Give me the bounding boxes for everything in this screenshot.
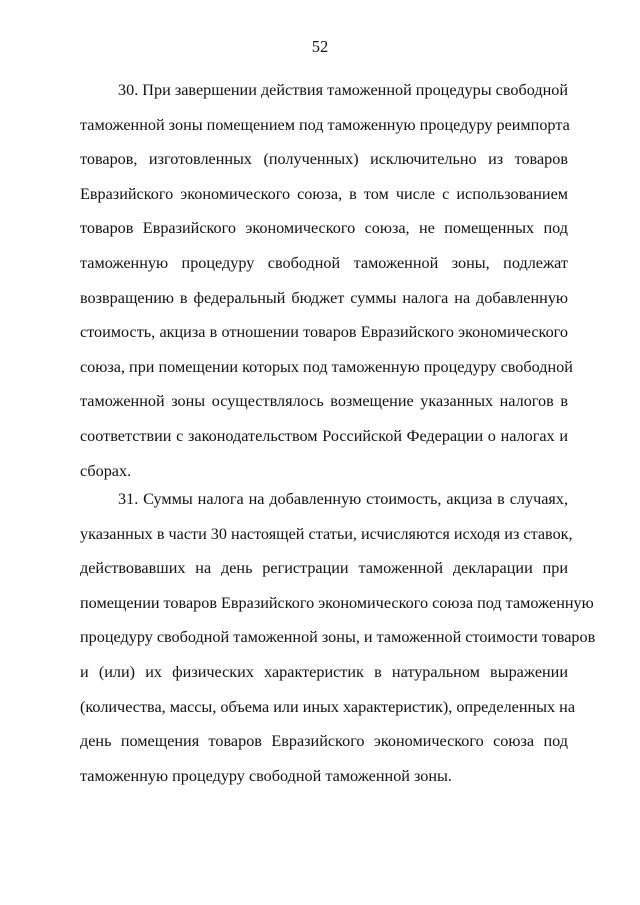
- paragraph-line: возвращению в федеральный бюджет суммы налога на добавленную: [80, 288, 568, 307]
- paragraph-line: (количества, массы, объема или иных характеристик), определенных на: [80, 697, 576, 716]
- paragraph-line: стоимость, акциза в отношении товаров Евразийского экономического: [80, 323, 568, 342]
- paragraph-line: процедуру свободной таможенной зоны, и таможенной стоимости товаров: [80, 628, 596, 647]
- paragraph-line: таможенную процедуру свободной таможенной зоны.: [80, 766, 452, 785]
- page-number: 52: [311, 37, 329, 56]
- paragraph-31: [80, 489, 596, 800]
- paragraph-line: таможенной зоны помещением под таможенную процедуру реимпорта: [80, 115, 570, 134]
- paragraph-line: таможенную процедуру свободной таможенной зоны, подлежат: [80, 253, 568, 272]
- paragraph-30: [80, 80, 573, 495]
- paragraph-line: товаров, изготовленных (полученных) исключительно из товаров: [80, 150, 568, 169]
- paragraph-line: соответствии с законодательством Российской Федерации о налогах и: [80, 426, 568, 445]
- paragraph-line: 30. При завершении действия таможенной процедуры свободной: [118, 81, 568, 99]
- paragraph-line: указанных в части 30 настоящей статьи, исчисляются исходя из ставок,: [80, 524, 573, 543]
- paragraph-line: таможенной зоны осуществлялось возмещение указанных налогов в: [80, 392, 568, 411]
- paragraph-line: товаров Евразийского экономического союза, не помещенных под: [80, 219, 568, 238]
- paragraph-line: действовавших на день регистрации таможенной декларации при: [80, 559, 568, 578]
- paragraph-line: и (или) их физических характеристик в натуральном выражении: [80, 662, 568, 681]
- paragraph-line: союза, при помещении которых под таможенную процедуру свободной: [80, 357, 573, 376]
- paragraph-line: 31. Суммы налога на добавленную стоимость, акциза в случаях,: [118, 490, 568, 508]
- paragraph-line: помещении товаров Евразийского экономического союза под таможенную: [80, 593, 594, 612]
- paragraph-line: день помещения товаров Евразийского экономического союза под: [80, 732, 568, 751]
- paragraph-line: Евразийского экономического союза, в том числе с использованием: [80, 184, 568, 203]
- paragraph-line: сборах.: [80, 461, 132, 480]
